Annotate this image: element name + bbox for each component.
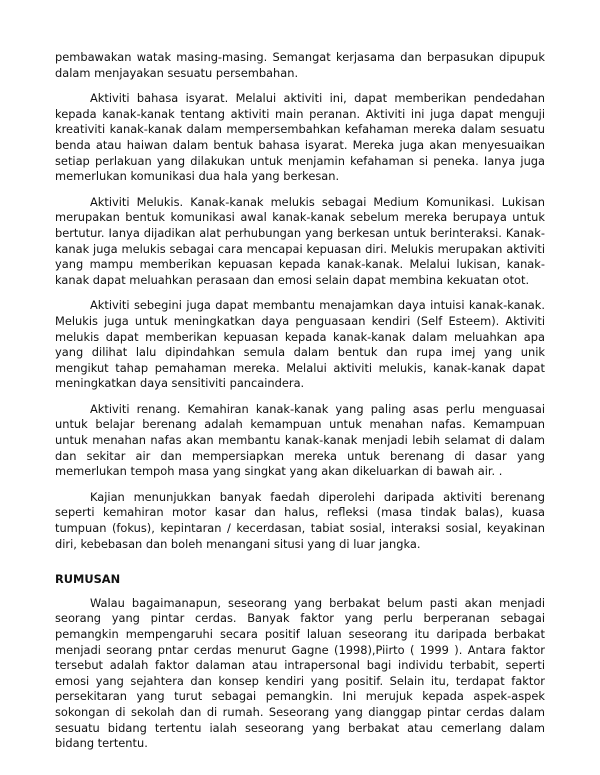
section-heading-rumusan: RUMUSAN [55,572,121,587]
paragraph-intuisi: Aktiviti sebegini juga dapat membantu menajamkan daya intuisi kanak-kanak. Melukis juga untuk meningkatkan daya penguasaan kendiri (Self Esteem). Aktiviti melukis dapat memberikan kepuasan kepada kanak-kanak dalam meluahkan apa yang dilihat lalu dipindahkan semula dalam bentuk dan rupa imej yang unik mengikut tahap pemahaman mereka. Melalui aktiviti melukis, kanak-kanak dapat meningkatkan daya sensitiviti pancaindera. [55,298,545,391]
paragraph-bahasa-isyarat: Aktiviti bahasa isyarat. Melalui aktiviti ini, dapat memberikan pendedahan kepada kanak-kanak tentang aktiviti main peranan. Aktiviti ini juga dapat menguji kreativiti kanak-kanak dalam mempersembahkan kefahaman mereka dalam sesuatu benda atau haiwan dalam bentuk bahasa isyarat. Mereka juga akan menyesuaikan setiap perlakuan yang dilakukan untuk menjamin kefahaman si peneka. Ianya juga memerlukan komunikasi dua hala yang berkesan. [55,91,545,184]
paragraph-renang: Aktiviti renang. Kemahiran kanak-kanak yang paling asas perlu menguasai untuk belajar berenang adalah kemampuan untuk menahan nafas. Kemampuan untuk menahan nafas akan membantu kanak-kanak menjadi lebih selamat di dalam dan sekitar air dan mempersiapkan mereka untuk berenang di dasar yang memerlukan tempoh masa yang singkat yang akan dikeluarkan di bawah air. . [55,401,545,479]
document-body [55,50,545,762]
paragraph-continuation: pembawakan watak masing-masing. Semangat kerjasama dan berpasukan dipupuk dalam menjayakan sesuatu persembahan. [55,50,545,80]
paragraph-melukis: Aktiviti Melukis. Kanak-kanak melukis sebagai Medium Komunikasi. Lukisan merupakan bentuk komunikasi awal kanak-kanak sebelum mereka berupaya untuk bertutur. Ianya dijadikan alat perhubungan yang berkesan untuk berinteraksi. Kanak-kanak juga melukis sebagai cara mencapai kepuasan diri. Melukis merupakan aktiviti yang mampu memberikan kepuasan kepada kanak-kanak. Melalui lukisan, kanak-kanak dapat meluahkan perasaan dan emosi selain dapat membina kekuatan otot. [55,194,545,287]
paragraph-rumusan: Walau bagaimanapun, seseorang yang berbakat belum pasti akan menjadi seorang yang pintar cerdas. Banyak faktor yang perlu berperanan sebagai pemangkin mempengaruhi secara positif laluan seseorang itu daripada berbakat menjadi seorang pntar cerdas menurut Gagne (1998),Piirto ( 1999 ). Antara faktor tersebut adalah faktor dalaman atau intrapersonal bagi individu terbabit, seperti emosi yang sejahtera dan konsep kendiri yang positif. Selain itu, terdapat faktor persekitaran yang turut sebagai pemangkin. Ini merujuk kepada aspek-aspek sokongan di sekolah dan di rumah. Seseorang yang dianggap pintar cerdas dalam sesuatu bidang tertentu ialah seseorang yang berbakat atau cemerlang dalam bidang tertentu. [55,595,545,751]
paragraph-kajian: Kajian menunjukkan banyak faedah diperolehi daripada aktiviti berenang seperti kemahiran motor kasar dan halus, refleksi (masa tindak balas), kuasa tumpuan (fokus), kepintaran / kecerdasan, tabiat sosial, interaksi sosial, keyakinan diri, kebebasan dan boleh menangani situsi yang di luar jangka. [55,489,545,551]
